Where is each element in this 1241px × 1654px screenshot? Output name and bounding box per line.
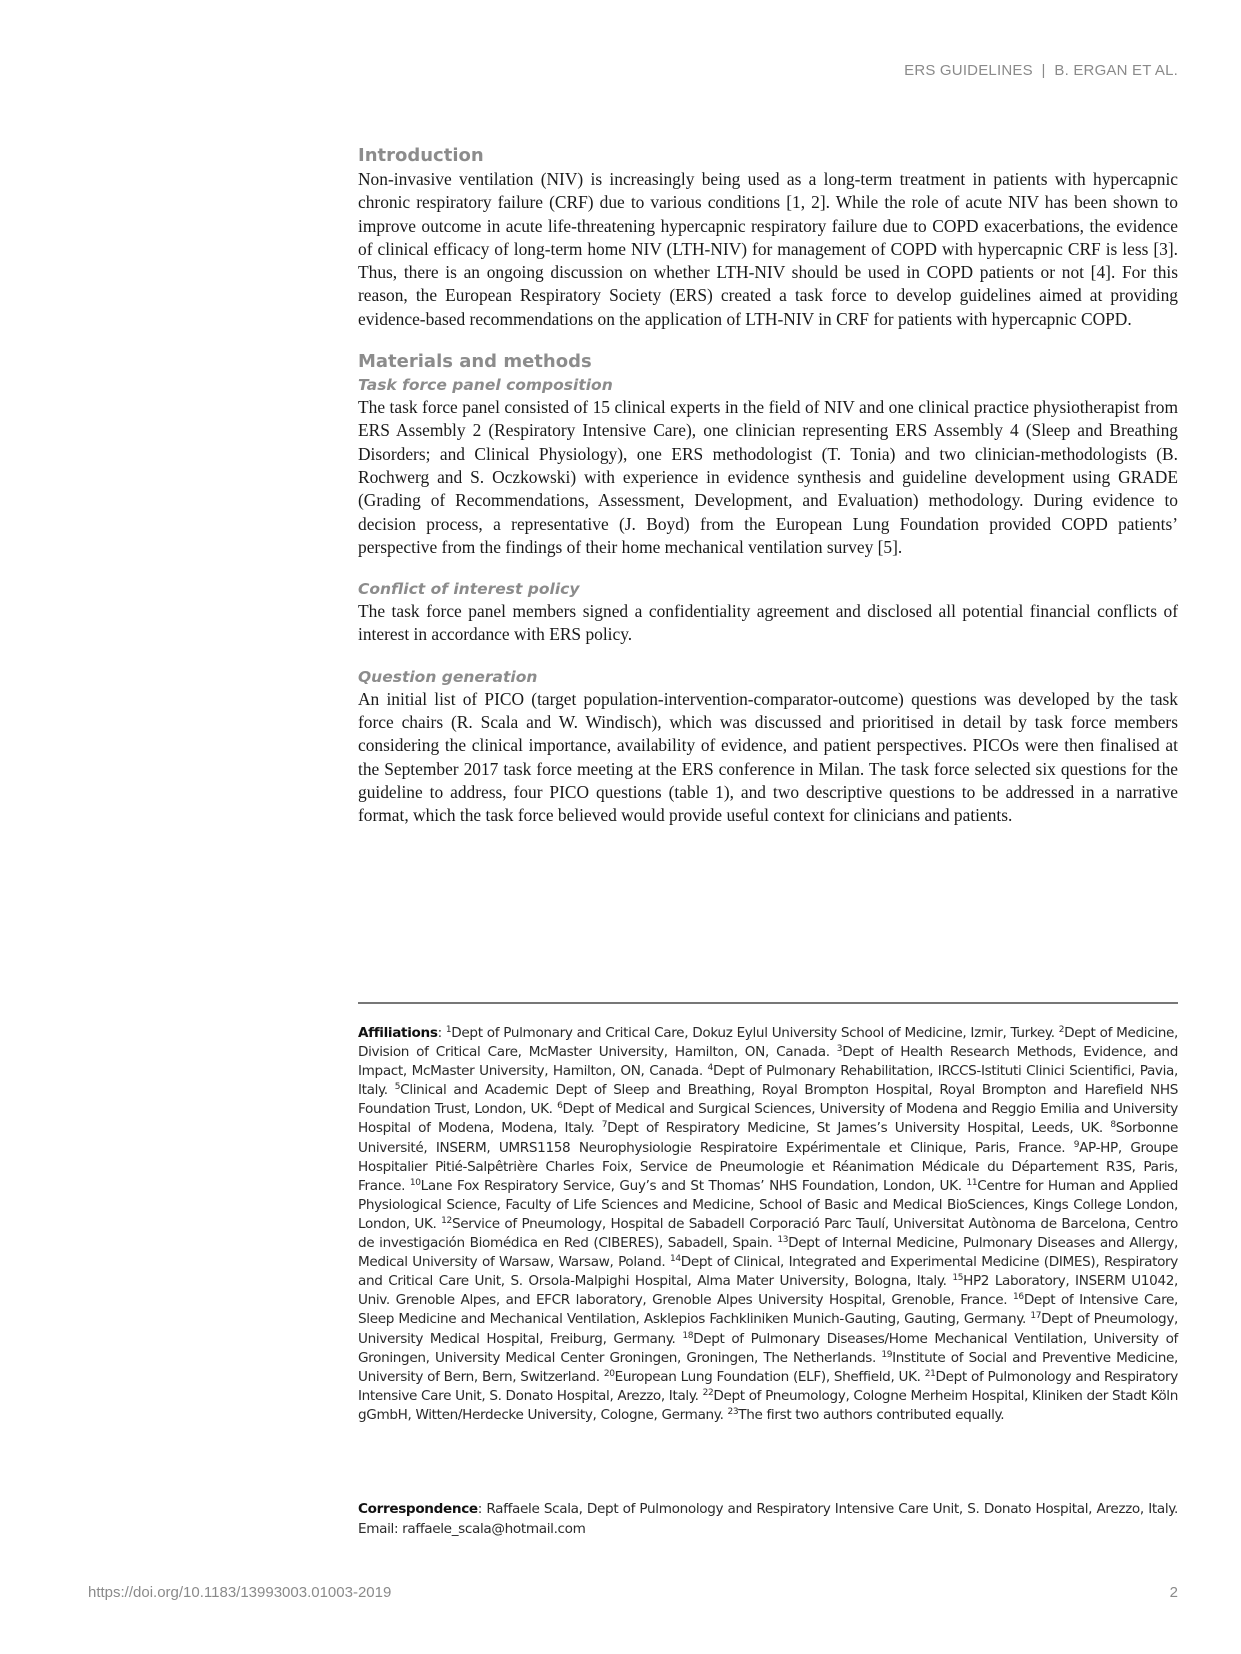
affiliation-number: 7 [601,1120,608,1131]
affiliation-number: 19 [881,1349,893,1360]
affiliation-number: 2 [1058,1025,1065,1035]
affiliation-text: The first two authors contributed equally. [738,1406,1005,1423]
footnote-divider [358,1002,1178,1004]
main-column [358,144,1178,828]
affiliation-number: 8 [1110,1120,1116,1131]
affiliation-text: HP2 Laboratory, INSERM U1042, Univ. Grenoble Alpes, and EFCR laboratory, Grenoble Alpes University Hospital, Grenoble, France. [358,1273,1179,1309]
affiliation-item [410,1178,967,1194]
affiliation-text: European Lung Foundation (ELF), Sheffield, UK. [614,1368,925,1385]
affiliation-number: 20 [603,1368,615,1379]
affiliation-text: Dept of Pulmonary Diseases/Home Mechanical Ventilation, University of Groningen, University Medical Center Groningen, Groningen, The Netherlands. [358,1330,1178,1366]
page-number: 2 [1169,1584,1178,1601]
affiliation-text: Dept of Internal Medicine, Pulmonary Diseases and Allergy, Medical University of Warsaw, Warsaw, Poland. [358,1235,1178,1271]
section-materials-methods [358,350,1178,827]
affiliation-text: Sorbonne Université, INSERM, UMRS1158 Neurophysiologie Respiratoire Expérimentale et Clinique, Paris, France. [358,1120,1179,1156]
running-head-authors: B. ERGAN ET AL. [1054,62,1178,79]
section-heading-introduction: Introduction [358,145,484,166]
correspondence-block [358,1500,1178,1539]
affiliation-number: 17 [1030,1311,1042,1322]
correspondence-label: Correspondence [358,1501,478,1517]
subsection-heading-conflict-of-interest: Conflict of interest policy [358,580,580,599]
affiliation-number: 15 [952,1273,964,1284]
affiliation-text: Institute of Social and Preventive Medicine, University of Bern, Bern, Switzerland. [358,1349,1178,1385]
affiliation-number: 10 [409,1177,421,1188]
affiliation-text: Dept of Pulmonary Rehabilitation, IRCCS-Istituti Clinici Scientifici, Pavia, Italy. [358,1063,1178,1099]
affiliation-text: Dept of Pneumology, Cologne Merheim Hospital, Kliniken der Stadt Köln gGmbH, Witten/Herdecke University, Cologne, Germany. [358,1387,1179,1423]
affiliation-number: 13 [777,1235,789,1246]
affiliation-text: Service of Pneumology, Hospital de Sabadell Corporació Parc Taulí, Universitat Autònoma de Barcelona, Centro de investigación Biomédica en Red (CIBERES), Sabadell, Spain. [358,1215,1178,1252]
paragraph-conflict-of-interest: The task force panel members signed a confidentiality agreement and disclosed all potential financial conflicts of interest in accordance with ERS policy. [358,601,1178,645]
affiliation-number: 6 [557,1101,563,1112]
affiliation-text: Dept of Respiratory Medicine, St James’s University Hospital, Leeds, UK. [607,1120,1111,1137]
affiliation-text: Dept of Intensive Care, Sleep Medicine and Mechanical Ventilation, Asklepios Fachkliniken Munich-Gauting, Gauting, Germany. [358,1292,1178,1328]
affiliation-item [728,1407,1005,1423]
subsection-heading-task-force: Task force panel composition [358,376,613,395]
affiliation-number: 23 [727,1406,739,1417]
affiliation-number: 3 [836,1044,843,1055]
affiliation-number: 5 [394,1082,401,1093]
affiliation-text: Dept of Pulmonology and Respiratory Intensive Care Unit, S. Donato Hospital, Arezzo, Italy. [358,1368,1178,1404]
affiliation-text: Lane Fox Respiratory Service, Guy’s and St Thomas’ NHS Foundation, London, UK. [420,1177,967,1194]
affiliation-text: Dept of Medical and Surgical Sciences, University of Modena and Reggio Emilia and University Hospital of Modena, Modena, Italy. [358,1101,1178,1137]
correspondence-email-link[interactable]: raffaele_scala@hotmail.com [402,1520,586,1537]
affiliations-block: Affiliations: $^1$Dept of Pulmonary and Critical Care, Dokuz Eylul University School of Medicine, Izmir, Turkey. $^2$Dept of Medicine, Division of Critical Care, McMaster University, Hamilton, ON, Canada. $^3$Dept of Health Research Methods, Evidence, and Impact, McMaster University, Hamilton, ON, Canada. $^4$Dept of Pulmonary Rehabilitation, IRCCS-Istituti Clinici Scientifici, Pavia, Italy. $^5$Clinical and Academic Dept of Sleep and Breathing, Royal Brompton Hospital, Royal Brompton and Harefield NHS Foundation Trust, London, UK. $^6$Dept of Medical and Surgical Sciences, University of Modena and Reggio Emilia and University Hospital of Modena, Modena, Italy. $^7$Dept of Respiratory Medicine, St James’s University Hospital, Leeds, UK. $^8$Sorbonne Université, INSERM, UMRS1158 Neurophysiologie Respiratoire Expérimentale et Clinique, Paris, France. $^9$AP-HP, Groupe Hospitalier Pitié-Salpêtrière Charles Foix, Service de Pneumologie et Réanimation Médicale du Département R3S, Paris, France. $^{10}$Lane Fox Respiratory Service, Guy’s and St Thomas’ NHS Foundation, London, UK. $^{11}$Centre for Human and Applied Physiological Science, Faculty of Life Sciences and Medicine, School of Basic and Medical BioSciences, Kings College London, London, UK. $^{12}$Service of Pneumology, Hospital de Sabadell Corporació Parc Taulí, Universitat Autònoma de Barcelona, Centro de investigación Biomédica en Red (CIBERES), Sabadell, Spain. $^{13}$Dept of Internal Medicine, Pulmonary Diseases and Allergy, Medical University of Warsaw, Warsaw, Poland. $^{14}$Dept of Clinical, Integrated and Experimental Medicine (DIMES), Respiratory and Critical Care Unit, S. Orsola-Malpighi Hospital, Alma Mater University, Bologna, Italy. $^{15}$HP2 Laboratory, INSERM U1042, Univ. Grenoble Alpes, and EFCR laboratory, Grenoble Alpes University Hospital, Grenoble, France. $^{16}$Dept of Intensive Care, Sleep Medicine and Mechanical Ventilation, Asklepios Fachkliniken Munich-Gauting, Gauting, Germany. $^{17}$Dept of Pneumology, University Medical Hospital, Freiburg, Germany. $^{18}$Dept of Pulmonary Diseases/Home Mechanical Ventilation, University of Groningen, University Medical Center Groningen, Groningen, The Netherlands. $^{19}$Institute of Social and Preventive Medicine, University of Bern, Bern, Switzerland. $^{20}$European Lung Foundation (ELF), Sheffield, UK. $^{21}$Dept of Pulmonology and Respiratory Intensive Care Unit, S. Donato Hospital, Arezzo, Italy. $^{22}$Dept of Pneumology, Cologne Merheim Hospital, Kliniken der Stadt Köln gGmbH, Witten/Herdecke University, Cologne, Germany. $^{23}$The first two authors contributed equally. [358,1025,1179,1423]
affiliation-text: Dept of Health Research Methods, Evidence, and Impact, McMaster University, Hamilton, ON, Canada. [358,1044,1178,1080]
subsection-heading-question-generation: Question generation [358,667,538,686]
affiliation-item [604,1369,925,1385]
affiliation-number: 4 [707,1063,713,1074]
affiliation-number: 18 [682,1330,694,1341]
section-introduction [358,144,1178,331]
paragraph-question-generation: An initial list of PICO (target population-intervention-comparator-outcome) questions was developed by the task force chairs (R. Scala and W. Windisch), which was discussed and prioritised in detail by task force members considering the clinical importance, availability of evidence, and patient perspectives. PICOs were then finalised at the September 2017 task force meeting at the ERS conference in Milan. The task force selected six questions for the guideline to address, four PICO questions (table 1), and two descriptive questions to be addressed in a narrative format, which the task force believed would provide useful context for clinicians and patients. [358,688,1178,826]
paragraph-task-force: The task force panel consisted of 15 clinical experts in the field of NIV and one clinical practice physiotherapist from ERS Assembly 2 (Respiratory Intensive Care), one clinician representing ERS Assembly 4 (Sleep and Breathing Disorders; and Clinical Physiology), one ERS methodologist (T. Tonia) and two clinician-methodologists (B. Rochwerg and S. Oczkowski) with experience in evidence synthesis and guideline development using GRADE (Grading of Recommendations, Assessment, Development, and Evaluation) methodology. During evidence to decision process, a representative (J. Boyd) from the European Lung Foundation provided COPD patients’ perspective from the findings of their home mechanical ventilation survey [5]. [358,397,1178,557]
running-head-section: ERS GUIDELINES [904,62,1033,79]
affiliation-text: Dept of Pneumology, University Medical Hospital, Freiburg, Germany. [358,1311,1178,1347]
affiliation-text: Clinical and Academic Dept of Sleep and Breathing, Royal Brompton Hospital, Royal Brompton and Harefield NHS Foundation Trust, London, UK. [358,1082,1179,1118]
affiliations-label: Affiliations [358,1025,438,1041]
affiliations-list [358,1025,1178,1423]
affiliation-number: 9 [1073,1139,1080,1150]
affiliation-text: AP-HP, Groupe Hospitalier Pitié-Salpêtrière Charles Foix, Service de Pneumologie et Réanimation Médicale du Département R3S, Paris, France. [358,1139,1178,1194]
section-heading-materials-methods: Materials and methods [358,351,592,373]
affiliation-text: Centre for Human and Applied Physiological Science, Faculty of Life Sciences and Medicine, School of Basic and Medical BioSciences, Kings College London, London, UK. [358,1177,1178,1232]
affiliation-number: 16 [1013,1292,1024,1303]
running-head-separator: | [1041,62,1046,79]
affiliation-number: 22 [702,1387,714,1398]
affiliation-number: 12 [441,1215,452,1226]
affiliation-item [602,1120,1111,1136]
running-head [904,62,1178,79]
doi-link[interactable]: https://doi.org/10.1183/13993003.01003-2019 [88,1584,392,1601]
affiliation-item [446,1025,1059,1041]
affiliation-text: Dept of Clinical, Integrated and Experimental Medicine (DIMES), Respiratory and Critical Care Unit, S. Orsola-Malpighi Hospital, Alma Mater University, Bologna, Italy. [358,1254,1178,1290]
paragraph-introduction: Non-invasive ventilation (NIV) is increasingly being used as a long-term treatment in patients with hypercapnic chronic respiratory failure (CRF) due to various conditions [1, 2]. While the role of acute NIV has been shown to improve outcome in acute life-threatening hypercapnic respiratory failure due to COPD exacerbations, the evidence of clinical efficacy of long-term home NIV (LTH-NIV) for management of COPD with hypercapnic CRF is less [3]. Thus, there is an ongoing discussion on whether LTH-NIV should be used in COPD patients or not [4]. For this reason, the European Respiratory Society (ERS) created a task force to develop guidelines aimed at providing evidence-based recommendations on the application of LTH-NIV in CRF for patients with hypercapnic COPD. [358,169,1178,329]
affiliation-number: 1 [445,1025,452,1035]
correspondence-text: : Raffaele Scala, Dept of Pulmonology and Respiratory Intensive Care Unit, S. Donato Hospital, Arezzo, Italy. Email: [358,1501,1178,1537]
affiliation-text: Dept of Pulmonary and Critical Care, Dokuz Eylul University School of Medicine, Izmir, Turkey. [451,1025,1059,1041]
affiliation-number: 11 [966,1177,978,1188]
affiliation-text: Dept of Medicine, Division of Critical Care, McMaster University, Hamilton, ON, Canada. [358,1025,1178,1061]
affiliation-number: 14 [669,1254,681,1265]
affiliation-number: 21 [924,1368,936,1379]
